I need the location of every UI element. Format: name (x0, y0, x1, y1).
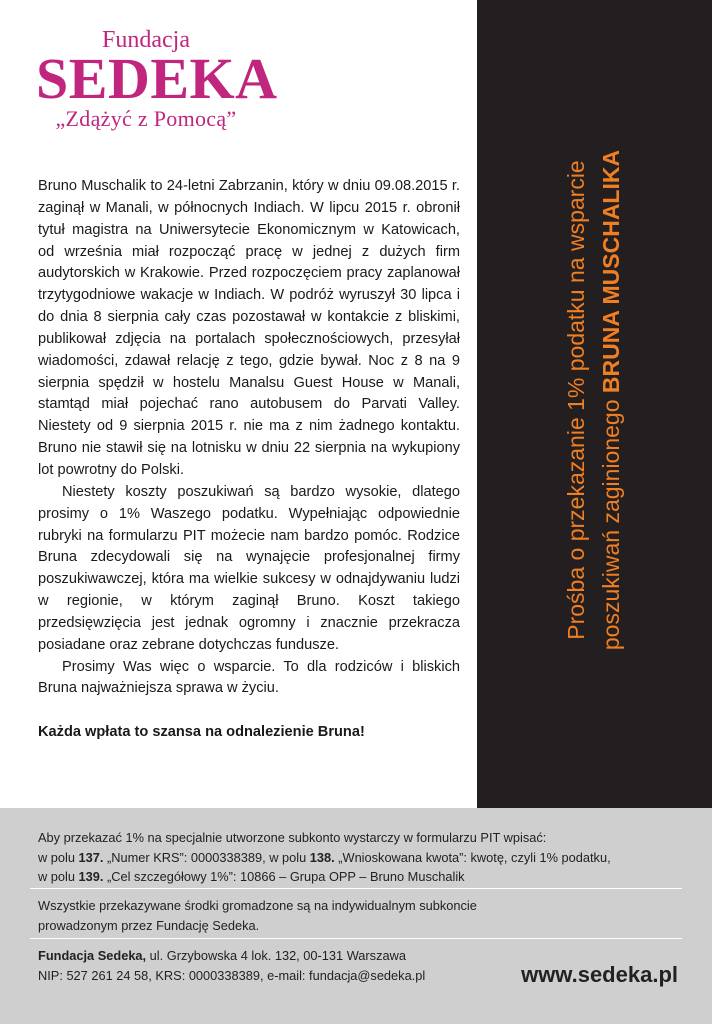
organization-name: Fundacja Sedeka, (38, 948, 147, 963)
subaccount-note-line: Wszystkie przekazywane środki gromadzone są na indywidualnym subkoncie (38, 898, 477, 913)
sidebar-heading (559, 30, 629, 770)
text-span: w polu (38, 849, 79, 865)
logo-slogan: „Zdążyć z Pomocą” (55, 106, 237, 131)
footer (0, 808, 712, 1024)
tax-instructions-row (38, 867, 611, 887)
subaccount-note (38, 896, 477, 935)
sidebar-heading-line1: Prośba o przekazanie 1% podatku na wsparcie (563, 160, 589, 640)
organization-ids: NIP: 527 261 24 58, KRS: 0000338389, e-mail: fundacja@sedeka.pl (38, 967, 426, 983)
tax-instructions-intro: Aby przekazać 1% na specjalnie utworzone subkonto wystarczy w formularzu PIT wpisać: (38, 830, 547, 845)
address-text: ul. Grzybowska 4 lok. 132, 00-131 Warszawa (146, 948, 406, 963)
footer-divider (30, 888, 682, 889)
sidebar-heading-line2 (594, 30, 629, 770)
text-span: w polu (38, 869, 79, 884)
subaccount-note-line: prowadzonym przez Fundację Sedeka. (38, 917, 260, 933)
text-span: „Wnioskowana kwota”: kwotę, czyli 1% podatku, (334, 849, 611, 865)
foundation-logo (36, 27, 278, 132)
footer-divider (30, 938, 682, 939)
organization-address (38, 946, 425, 966)
appeal-paragraph: Niestety koszty poszukiwań są bardzo wysokie, dlatego prosimy o 1% Waszego podatku. Wypełniając odpowiednie rubryki na formularzu PIT możecie nam bardzo pomóc. Rodzice Bruna zdecydowali się na wynajęcie profesjonalnej firmy poszukiwawczej, która ma wielkie sukcesy w odnajdywaniu ludzi w regionie, w którym zaginął Bruno. Koszt takiego przedsięwzięcia jest jednak ogromny i znacznie przekracza posiadane oraz zebrane dotychczas fundusze. (38, 483, 460, 653)
text-span: „Cel szczegółowy 1%”: 10866 – Grupa OPP – Bruno Muschalik (103, 869, 465, 884)
missing-person-name: BRUNA MUSCHALIKA (598, 149, 624, 394)
website-link[interactable]: www.sedeka.pl (521, 962, 678, 987)
text-span: „Numer KRS”: 0000338389, w polu (103, 849, 310, 865)
call-to-action: Każda wpłata to szansa na odnalezienie Bruna! (38, 724, 365, 741)
logo-top-text: Fundacja (102, 27, 190, 53)
support-paragraph: Prosimy Was więc o wsparcie. To dla rodziców i bliskich Bruna najważniejsza sprawa w życiu. (38, 658, 460, 697)
story-paragraph: Bruno Muschalik to 24-letni Zabrzanin, który w dniu 09.08.2015 r. zaginął w Manali, w północnych Indiach. W lipcu 2015 r. obronił tytuł magistra na Uniwersytecie Ekonomicznym w Katowicach, od września miał rozpocząć pracę w jednej z dużych firm audytorskich w Krakowie. Przed rozpoczęciem pracy zaplanował trzytygodniowe wakacje w Indiach. W podróż wyruszył 30 lipca i do dnia 8 sierpnia cały czas pozostawał w kontakcie z bliskimi, publikował zdjęcia na portalach społecznościowych, przesyłał wiadomości, zdawał relację z tego, gdzie bywał. Noc z 8 na 9 sierpnia spędził w hostelu Manalsu Guest House w Manali, stamtąd miał pojechać rano autobusem do Parvati Valley. Niestety od 9 sierpnia 2015 r. nie ma z nim żadnego kontaktu. Bruno nie stawił się na lotnisku w dniu 22 sierpnia na wykupiony lot powrotny do Polski. (38, 178, 460, 478)
field-number: 138. (309, 849, 335, 865)
tax-instructions-row (38, 848, 611, 868)
organization-contact (38, 946, 425, 985)
field-number: 137. (78, 849, 104, 865)
tax-instructions (38, 828, 611, 887)
field-number: 139. (78, 869, 104, 884)
logo-main-text: SEDEKA (36, 46, 278, 111)
sidebar-heading-prefix: poszukiwań zaginionego (598, 393, 624, 651)
main-text (38, 176, 460, 744)
